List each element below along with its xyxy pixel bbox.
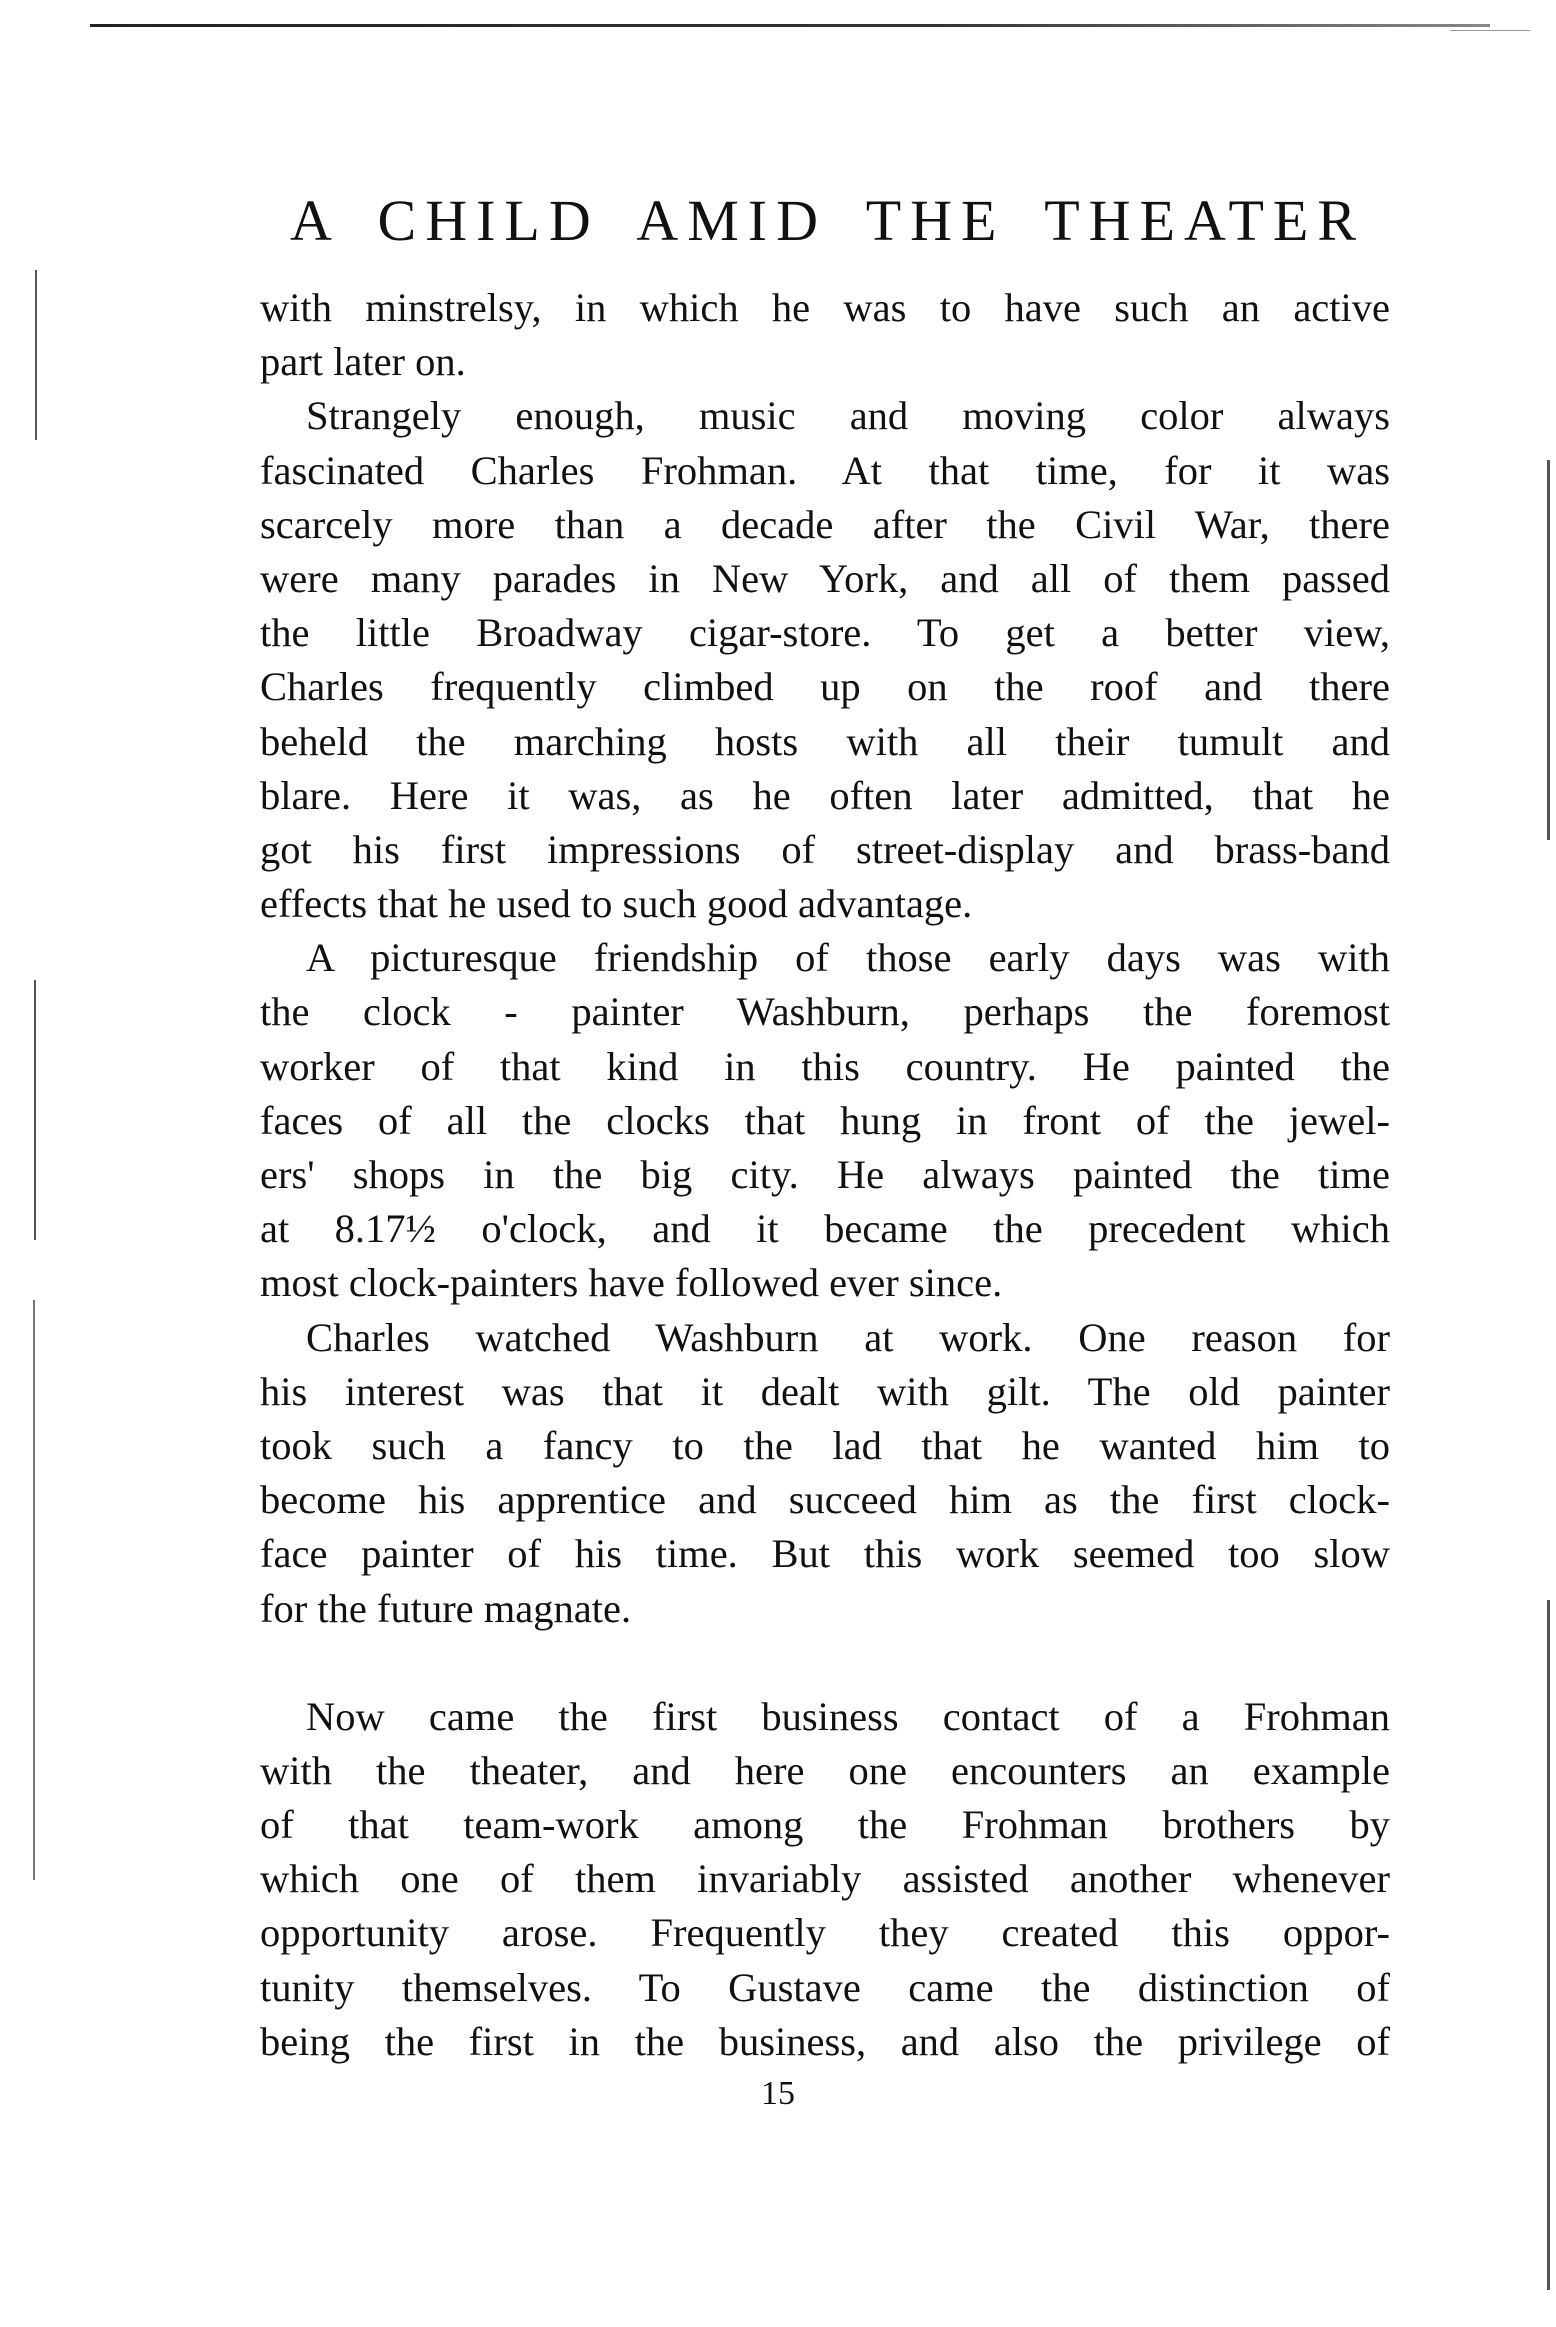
text-line: faces of all the clocks that hung in front of the jewel- xyxy=(260,1097,1390,1143)
body-text xyxy=(260,281,1390,2069)
text-line: beheld the marching hosts with all their tumult and xyxy=(260,718,1390,764)
text-line: effects that he used to such good advantage. xyxy=(260,881,973,927)
text-line: being the first in the business, and also the privilege of xyxy=(260,2018,1390,2064)
text-line: A picturesque friendship of those early days was with xyxy=(306,935,1390,981)
paragraph xyxy=(260,931,1390,1310)
scan-margin-mark xyxy=(33,1300,35,1880)
paragraph xyxy=(260,389,1390,931)
text-line: Charles frequently climbed up on the roof and there xyxy=(260,664,1390,710)
text-line: at 8.17½ o'clock, and it became the precedent which xyxy=(260,1206,1390,1252)
text-line: which one of them invariably assisted another whenever xyxy=(260,1856,1390,1902)
text-line: part later on. xyxy=(260,339,466,385)
text-line: face painter of his time. But this work seemed too slow xyxy=(260,1531,1390,1577)
text-line: the little Broadway cigar-store. To get a better view, xyxy=(260,610,1390,656)
text-line: tunity themselves. To Gustave came the distinction of xyxy=(260,1964,1390,2010)
text-line: worker of that kind in this country. He painted the xyxy=(260,1043,1390,1089)
text-line: with minstrelsy, in which he was to have such an active xyxy=(260,285,1390,330)
top-rule-tail xyxy=(1450,30,1530,31)
text-line: become his apprentice and succeed him as the first clock- xyxy=(260,1477,1390,1523)
running-head: A CHILD AMID THE THEATER xyxy=(290,188,1365,253)
text-line: for the future magnate. xyxy=(260,1585,632,1631)
paragraph xyxy=(260,281,1390,389)
text-line: Charles watched Washburn at work. One reason for xyxy=(306,1314,1390,1360)
text-line: got his first impressions of street-display and brass-band xyxy=(260,826,1390,872)
text-line: Now came the first business contact of a Frohman xyxy=(306,1693,1390,1739)
text-line: blare. Here it was, as he often later admitted, that he xyxy=(260,772,1390,818)
text-line: the clock - painter Washburn, perhaps the foremost xyxy=(260,989,1390,1035)
text-line: with the theater, and here one encounters an example xyxy=(260,1747,1390,1793)
text-line: opportunity arose. Frequently they created this oppor- xyxy=(260,1910,1390,1956)
paragraph xyxy=(260,1690,1390,2069)
page-number: 15 xyxy=(761,2075,795,2112)
text-line: ers' shops in the big city. He always painted the time xyxy=(260,1152,1390,1197)
text-line: his interest was that it dealt with gilt. The old painter xyxy=(260,1368,1390,1414)
text-line: were many parades in New York, and all of them passed xyxy=(260,555,1390,601)
scan-margin-mark xyxy=(34,980,36,1240)
scan-margin-mark xyxy=(1547,460,1550,840)
top-rule xyxy=(90,24,1490,27)
scan-margin-mark xyxy=(1547,1600,1550,2290)
text-line: fascinated Charles Frohman. At that time, for it was xyxy=(260,447,1390,493)
scan-margin-mark xyxy=(35,270,37,440)
paragraph xyxy=(260,1311,1390,1636)
text-line: Strangely enough, music and moving color always xyxy=(306,393,1390,439)
text-line: of that team-work among the Frohman brothers by xyxy=(260,1802,1390,1848)
text-line: most clock-painters have followed ever since. xyxy=(260,1260,1003,1306)
section-break xyxy=(260,1636,1390,1690)
text-line: took such a fancy to the lad that he wanted him to xyxy=(260,1422,1390,1468)
text-line: scarcely more than a decade after the Civil War, there xyxy=(260,501,1390,547)
